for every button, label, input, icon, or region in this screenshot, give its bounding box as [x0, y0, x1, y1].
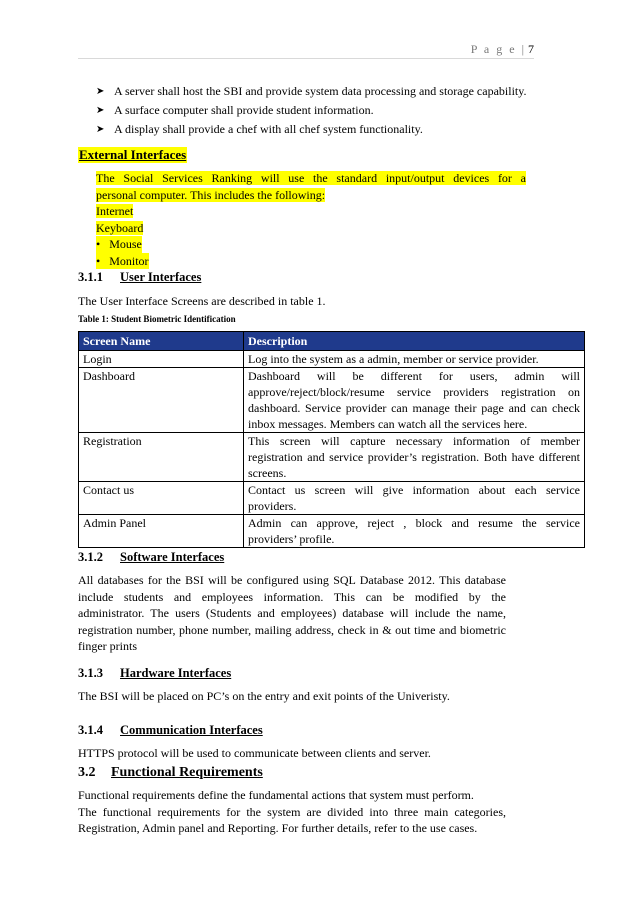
arrow-bullet-icon: ➤ — [96, 105, 105, 116]
bullet-dot-icon: • — [96, 253, 110, 268]
table-row — [79, 368, 585, 433]
device-internet: Internet — [96, 204, 134, 218]
section-heading-3-1-3: 3.1.3 Hardware Interfaces — [78, 666, 232, 680]
column-header-description: Description — [244, 332, 585, 351]
arrow-bullet-icon: ➤ — [96, 86, 105, 97]
screen-name-cell: Login — [79, 351, 244, 368]
list-item: ➤ A server shall host the SBI and provide system data processing and storage capability. — [96, 82, 526, 101]
intro-bullet-list — [96, 82, 526, 139]
screen-name-cell: Contact us — [79, 482, 244, 515]
arrow-bullet-icon: ➤ — [96, 124, 105, 135]
external-interfaces-heading: External Interfaces — [79, 147, 187, 162]
table-row — [79, 433, 585, 482]
external-interfaces-line: personal computer. This includes the following: — [96, 187, 326, 202]
section-heading-3-2: 3.2 Functional Requirements — [78, 765, 263, 780]
header-rule — [78, 58, 534, 59]
bullet-dot-icon: • — [96, 237, 110, 251]
list-item: ➤ A surface computer shall provide student information. — [96, 101, 526, 120]
external-interfaces-line: The Social Services Ranking will use the standard input/output devices for a — [96, 171, 526, 185]
section-heading-3-1-2: 3.1.2 Software Interfaces — [78, 550, 225, 564]
description-cell: This screen will capture necessary information of member registration and service provider’s registration. Both have different screens. — [244, 433, 585, 482]
page-header — [471, 42, 534, 57]
table-row — [79, 515, 585, 548]
list-item: ➤ A display shall provide a chef with all chef system functionality. — [96, 120, 526, 139]
description-cell: Admin can approve, reject , block and resume the service providers’ profile. — [244, 515, 585, 548]
table-row — [79, 351, 585, 368]
user-interfaces-intro: The User Interface Screens are described in table 1. — [78, 294, 326, 308]
description-cell: Dashboard will be different for users, admin will approve/reject/block/resume service providers registration on dashboard. Service provider can manage their page and can check inbox messages. Members can watch all the services here. — [244, 368, 585, 433]
device-keyboard: Keyboard — [96, 220, 144, 235]
communication-interfaces-text: HTTPS protocol will be used to communicate between clients and server. — [78, 746, 431, 760]
screen-name-cell: Dashboard — [79, 368, 244, 433]
external-interfaces-body — [96, 170, 526, 269]
table-row — [79, 482, 585, 515]
description-cell: Contact us screen will give information about each service providers. — [244, 482, 585, 515]
device-mouse: Mouse — [109, 237, 142, 251]
page-separator: | — [521, 42, 526, 56]
description-cell: Log into the system as a admin, member or service provider. — [244, 351, 585, 368]
page-number: 7 — [528, 42, 534, 56]
hardware-interfaces-text: The BSI will be placed on PC’s on the entry and exit points of the Univeristy. — [78, 689, 450, 703]
screen-name-cell: Admin Panel — [79, 515, 244, 548]
device-monitor: Monitor — [109, 253, 149, 268]
page-label: P a g e — [470, 42, 517, 56]
table-caption: Table 1: Student Biometric Identification — [78, 314, 236, 324]
software-interfaces-text: All databases for the BSI will be configured using SQL Database 2012. This database include students and employees information. This can be modified by the administrator. The users (Students and employees) database will include the name, registration number, phone number, mailing address, check in & out time and biometric finger prints — [78, 573, 506, 653]
screens-table — [78, 331, 585, 548]
functional-requirements-text: Functional requirements define the fundamental actions that system must perform. The functional requirements for the system are divided into three main categories, Registration, Admin panel and Reporting. For further details, refer to the use cases. — [78, 788, 506, 835]
section-heading-3-1-1: 3.1.1 User Interfaces — [78, 270, 202, 284]
column-header-screen-name: Screen Name — [79, 332, 244, 351]
section-heading-3-1-4: 3.1.4 Communication Interfaces — [78, 723, 263, 737]
screen-name-cell: Registration — [79, 433, 244, 482]
